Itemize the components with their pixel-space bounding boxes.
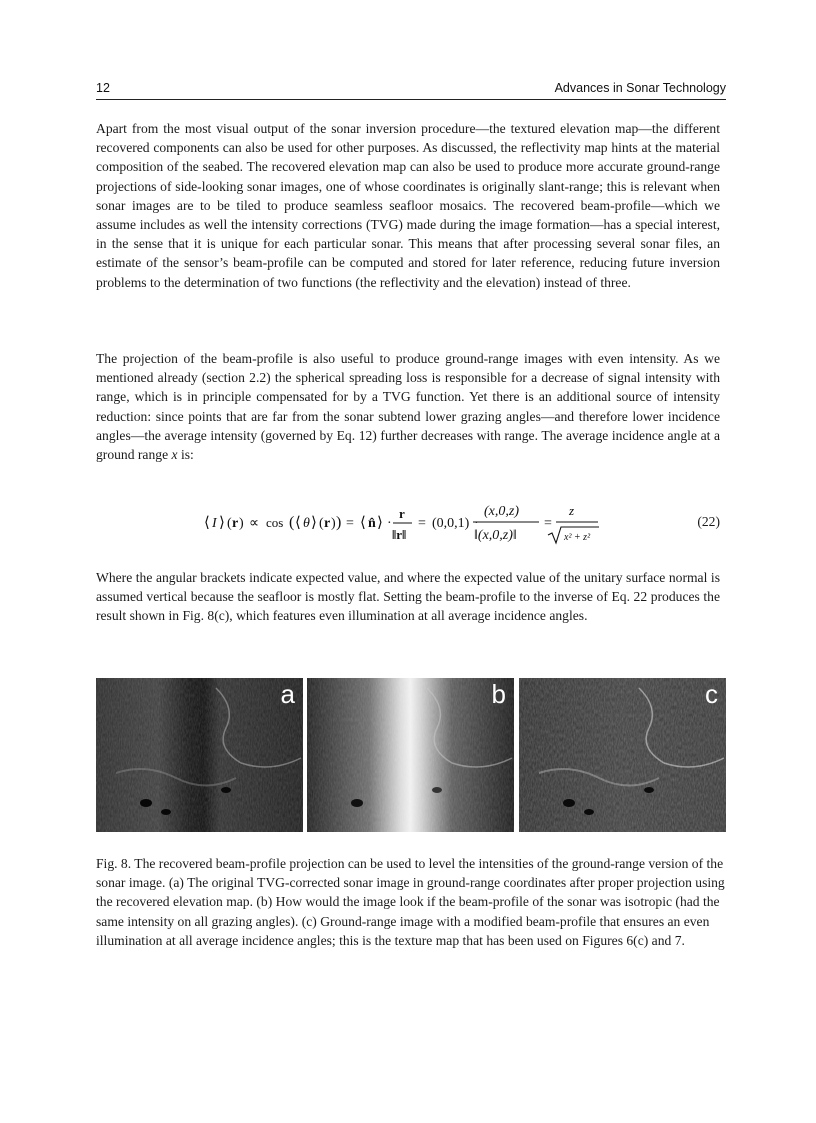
- svg-text:(: (: [289, 514, 295, 531]
- eq-sqrt-body: x² + z²: [564, 532, 591, 543]
- eq-r-numerator: r: [399, 506, 405, 521]
- sonar-panel-c: [519, 678, 726, 832]
- eq-cos: cos: [266, 515, 284, 530]
- panel-label-b: b: [491, 679, 506, 709]
- eq-xz-norm: ‖(x,0,z)‖: [474, 528, 517, 543]
- svg-text:=: =: [418, 516, 426, 531]
- equation-22: [96, 496, 720, 552]
- svg-text:·: ·: [474, 516, 479, 531]
- svg-text:⟩: ⟩: [377, 515, 383, 531]
- running-title: Advances in Sonar Technology: [554, 81, 726, 95]
- svg-text:⟨: ⟨: [204, 515, 210, 531]
- svg-text:⟩: ⟩: [219, 515, 225, 531]
- svg-text:⟨: ⟨: [295, 515, 301, 531]
- paragraph-expected-value: Where the angular brackets indicate expected value, and where the expected value of the unitary surface normal is assumed vertical because the seafloor is mostly flat. Setting the beam-profile to the inverse of Eq. 22 produces the result shown in Fig. 8(c), which features even illumination at all average incidence angles.: [96, 570, 720, 624]
- svg-text:⟨: ⟨: [360, 515, 366, 531]
- equation-number: (22): [697, 514, 720, 529]
- svg-text:): ): [336, 514, 342, 531]
- eq-normal: n̂: [368, 516, 376, 531]
- svg-text:r: r: [324, 516, 331, 531]
- paragraph-outputs: Apart from the most visual output of the sonar inversion procedure—the textured elevation map—the different recovered components can also be used for other purposes. As discussed, the reflectivity map hints at the material composition of the seabed. The recovered elevation map can also be used to produce more accurate ground-range projections of side-looking sonar images, one of whose coordinates is originally slant-range; this is relevant when sonar images are to be tiled to produce seamless seafloor mosaics. The recovered beam-profile—which we assume includes as well the intensity corrections (TVG) made during the image formation—has a special interest, in the sense that it is unique for each particular sonar. This means that after processing several sonar files, an estimate of the sensor’s beam-profile can be computed and stored for later reference, reducing future inversion problems to the determination of two functions (the reflectivity and the elevation) instead of three.: [96, 121, 720, 290]
- svg-text:(: (: [319, 516, 324, 531]
- eq-equals-1: =: [346, 516, 354, 531]
- eq-xz-numerator: (x,0,z): [484, 504, 519, 519]
- header-rule: [96, 99, 726, 100]
- eq-dot-1: ·: [387, 516, 392, 531]
- svg-text:r: r: [232, 516, 239, 531]
- svg-text:(: (: [227, 516, 232, 531]
- paragraph-text-end: is:: [177, 447, 194, 463]
- panel-label-a: a: [280, 679, 295, 709]
- page-header: [96, 81, 726, 99]
- paragraph-text: The projection of the beam-profile is also useful to produce ground-range images with even intensity. As we mentioned already (section 2.2) the spherical spreading loss is responsible for a decrease of signal intensity with range, which is in principle compensated for by a TVG function. Yet there is an additional source of intensity reduction: since points that are far from the sonar subtend lower grazing angles—and therefore lower incidence angles—the average intensity (governed by Eq. 12) further decreases with range. The average incidence angle at a ground range: [96, 351, 720, 463]
- eq-intensity: I: [212, 516, 217, 531]
- svg-text:⟩: ⟩: [311, 515, 317, 531]
- figure-caption: Fig. 8. The recovered beam-profile projection can be used to level the intensities of the ground-range version of the sonar image. (a) The original TVG-corrected sonar image in ground-range coordinates after proper projection using the recovered elevation map. (b) How would the image look if the beam-profile of the sonar was isotropic (had the same intensity on all grazing angles). (c) Ground-range image with a modified beam-profile that ensures an even illumination at all average incidence angles; this is the texture map that has been used on Figures 6(c) and 7.: [96, 856, 725, 948]
- eq-r-norm: ‖r‖: [392, 527, 407, 542]
- panel-label-c: c: [705, 679, 718, 709]
- eq-vertical-vector: (0,0,1): [432, 516, 470, 531]
- eq-theta: θ: [303, 516, 310, 531]
- svg-text:): ): [331, 516, 336, 531]
- svg-text:=: =: [544, 516, 552, 531]
- page-number: 12: [96, 81, 110, 95]
- paragraph-beam-profile: [96, 349, 720, 464]
- eq-propto: ∝: [249, 516, 260, 531]
- figure-8: [96, 678, 726, 832]
- svg-text:): ): [239, 516, 244, 531]
- eq-z-numerator: z: [569, 503, 575, 518]
- sonar-panel-b: [307, 678, 514, 832]
- sonar-panel-a: [96, 678, 303, 832]
- variable-x: x: [171, 447, 178, 463]
